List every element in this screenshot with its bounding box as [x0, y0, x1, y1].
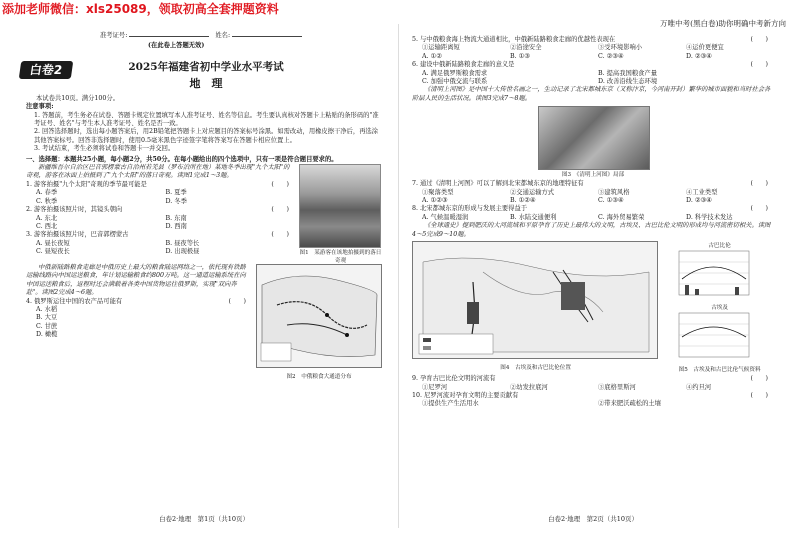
name-label: 姓名: [215, 32, 231, 39]
q3-option-a[interactable]: A. 昼长夜短 [36, 239, 70, 247]
q6-option-c[interactable]: C. 加强中俄交流与联系 [422, 78, 488, 86]
q1-option-d[interactable]: D. 冬季 [165, 197, 187, 205]
q10-options [412, 400, 774, 408]
q6-option-b[interactable]: B. 提高我国粮食产量 [598, 69, 658, 77]
q7-item-1: ①聚落类型 [422, 188, 454, 196]
header-right: 万唯中考(黑白卷)助你明确中考新方向 [660, 19, 786, 28]
q6-options [412, 70, 774, 87]
q8-option-d[interactable]: D. 科学技术发达 [686, 213, 733, 221]
figure-5-caption: 图5 古埃及和古巴比伦气候资料 [678, 367, 761, 374]
figure-4-map [412, 241, 658, 359]
q5-option-b[interactable]: B. ①③ [510, 52, 530, 60]
left-footer: 白卷2·地理 第1页（共10页） [158, 515, 250, 523]
q5-option-c[interactable]: C. ②③④ [598, 52, 624, 60]
q9-options [412, 384, 774, 392]
figure-3-caption: 图3 《清明上河图》局部 [561, 172, 625, 179]
q1-option-b[interactable]: B. 夏季 [165, 189, 187, 197]
passage-4: 《全球通史》提到肥沃的大河流域和平原孕育了历史上最伟大的文明，古埃及、古巴比伦文明的形成均与河流密切相关。读图4～5完成9～10题。 [412, 222, 771, 238]
q10-option-1[interactable]: ①提供生产生活用水 [422, 400, 479, 408]
note-3: 3. 考试结束，考生必须将试卷和答题卡一并交回。 [34, 145, 175, 153]
figure-5-top-label: 古巴比伦 [708, 243, 731, 250]
q5-item-2: ②沿途安全 [510, 44, 542, 52]
q7-items [412, 189, 774, 197]
q2-option-c[interactable]: C. 西北 [36, 222, 58, 230]
question-3: 3. 游客拍摄该照片时，巴音郭楞蒙古 ( ) [26, 231, 289, 239]
q8-option-b[interactable]: B. 水陆交通便利 [510, 213, 557, 221]
question-9: 9. 孕育古巴比伦文明的河流有 ( ) [412, 375, 768, 383]
q7-item-2: ②交通运输方式 [510, 188, 555, 196]
q5-items [412, 44, 774, 52]
name-field [232, 36, 302, 37]
figure-1-photo [299, 164, 381, 248]
passage-1: 新疆维吾尔自治区巴音郭楞蒙古自治州若羌县（罗布泊所在地）某地冬季出现"九个太阳"的奇观，游客在冰面上拍摄到了"九个太阳"的落日奇观。读图1完成1～3题。 [26, 164, 290, 180]
watermark-banner: 添加老师微信：xls25089，领取初高全套押题资料 [2, 2, 279, 16]
subject-title: 地 理 [189, 76, 223, 90]
figure-5-chart-babylon [665, 249, 761, 299]
note-1: 1. 答题前，考生务必在试卷、答题卡规定位置填写本人准考证号、姓名等信息。考生要认真核对答题卡上粘贴的条形码的"准考证号、姓名"与考生本人准考证号、姓名是否一致。 [34, 111, 379, 128]
q1-option-c[interactable]: C. 秋季 [36, 197, 58, 205]
q9-option-2[interactable]: ②幼发拉底河 [510, 383, 548, 391]
q4-options [26, 306, 252, 339]
q6-option-a[interactable]: A. 满足俄罗斯粮食需求 [422, 69, 488, 77]
question-7: 7. 通过《清明上河图》可以了解到北宋都城东京的地理特征有 ( ) [412, 180, 768, 188]
q2-options [26, 215, 295, 232]
question-6: 6. 建设中俄新陆路粮食走廊的意义是 ( ) [412, 61, 768, 69]
right-footer: 白卷2·地理 第2页（共10页） [547, 515, 639, 523]
q3-option-c[interactable]: C. 昼短夜长 [36, 248, 70, 256]
answer-note: (在此卷上答题无效) [148, 42, 205, 50]
question-1: 1. 游客拍摄"九个太阳"奇观的季节最可能是 ( ) [26, 180, 289, 188]
q7-option-d[interactable]: D. ②③④ [686, 197, 712, 205]
q4-option-b[interactable]: B. 大豆 [36, 314, 58, 322]
q5-options [412, 53, 774, 61]
q7-option-b[interactable]: B. ①②④ [510, 197, 536, 205]
intro-text: 本试卷共10页。满分100分。 [36, 94, 120, 102]
figure-5-mid-label: 古埃及 [711, 305, 728, 312]
q10-option-2[interactable]: ②带来肥沃疏松的土壤 [598, 400, 661, 408]
paper-badge: 白卷2 [19, 61, 74, 79]
question-8: 8. 北宋都城东京的形成与发展主要得益于 ( ) [412, 205, 768, 213]
figure-3-painting [538, 106, 650, 170]
q7-item-3: ③建筑风格 [598, 188, 630, 196]
q5-option-a[interactable]: A. ①② [422, 52, 442, 60]
q9-option-4[interactable]: ④约旦河 [686, 383, 712, 391]
q5-item-4: ④运价更便宜 [686, 44, 724, 52]
q4-option-a[interactable]: A. 水稻 [36, 306, 58, 314]
question-5: 5. 与中俄粮食海上物流大通道相比，中俄新陆路粮食走廊的优越性表现在 ( ) [412, 36, 768, 43]
page-divider [398, 24, 399, 528]
figure-1-caption: 图1 某游客在该地拍摄到的落日奇观 [299, 250, 382, 265]
q4-option-d[interactable]: D. 橄榄 [36, 330, 58, 338]
passage-3: 《清明上河图》是中国十大传世名画之一，生动记录了北宋都城东京（又称汴京，今河南开封）繁华的城市面貌和当时社会各阶层人民的生活状况。读图3完成7～8题。 [412, 86, 771, 102]
exam-no-label: 准考证号: [100, 32, 128, 39]
question-4: 4. 俄罗斯运往中国的农产品可能有 ( ) [26, 297, 246, 305]
exam-info-line [26, 32, 382, 40]
q5-option-d[interactable]: D. ②③④ [686, 52, 712, 60]
question-2: 2. 游客拍摄该照片时，其镜头朝向 ( ) [26, 206, 289, 214]
q2-option-a[interactable]: A. 东北 [36, 214, 58, 222]
q6-option-d[interactable]: D. 改善沿线生态环境 [598, 78, 658, 86]
q5-item-1: ①运输距离短 [422, 44, 460, 52]
q5-item-3: ③受环境影响小 [598, 44, 643, 52]
q3-option-d[interactable]: D. 出现极昼 [165, 248, 200, 256]
figure-5-chart-egypt [665, 311, 761, 361]
q7-option-c[interactable]: C. ①③④ [598, 197, 624, 205]
notes-title: 注意事项: [26, 103, 54, 111]
page-title: 2025年福建省初中学业水平考试 [128, 60, 284, 73]
figure-2-map [256, 264, 382, 368]
left-page [26, 24, 382, 528]
q8-option-a[interactable]: A. 气候温暖湿润 [422, 213, 469, 221]
q7-option-a[interactable]: A. ①②③ [422, 197, 448, 205]
q1-option-a[interactable]: A. 春季 [36, 189, 58, 197]
q7-item-4: ④工业类型 [686, 188, 718, 196]
question-10: 10. 尼罗河流对孕育文明的主要贡献有 ( ) [412, 391, 768, 399]
section-1-heading: 一、选择题：本题共25小题，每小题2分，共50分。在每小题给出的四个选项中，只有一项是符合题目要求的。 [26, 155, 338, 163]
passage-2: 中俄新陆路粮食走廊是中俄历史上最大的粮食陆运网络之一，依托现有铁路运输线路向中国运送粮食，年计划运输粮食约800万吨。这一通道运输系统在向中国运送粮食后，返程时还会满载着各类中国货物运往俄罗斯，实现"双向奔赴"。读图2完成4～6题。 [26, 264, 246, 297]
q9-option-1[interactable]: ①尼罗河 [422, 383, 448, 391]
exam-no-field [129, 36, 209, 37]
q2-option-b[interactable]: B. 东南 [165, 214, 187, 222]
q1-options [26, 189, 295, 206]
figure-2-caption: 图2 中俄粮食大通道分布 [286, 374, 352, 381]
q2-option-d[interactable]: D. 西南 [165, 222, 187, 230]
q8-option-c[interactable]: C. 海外贸易繁荣 [598, 213, 645, 221]
q3-options [26, 240, 295, 257]
figure-4-caption: 图4 古埃及和古巴比伦位置 [500, 365, 571, 372]
right-page [412, 24, 774, 528]
q4-option-c[interactable]: C. 甘蔗 [36, 322, 58, 330]
q3-option-b[interactable]: B. 昼夜等长 [165, 239, 200, 247]
note-2: 2. 回答选择题时，选出每小题答案后，用2B铅笔把答题卡上对应题目的答案标号涂黑。如需改动，用橡皮擦干净后，再选涂其他答案标号。回答非选择题时，使用0.5毫米黑色字迹签字笔将答案写在答题卡相应位置上。 [34, 128, 379, 144]
q9-option-3[interactable]: ③底格里斯河 [598, 383, 636, 391]
